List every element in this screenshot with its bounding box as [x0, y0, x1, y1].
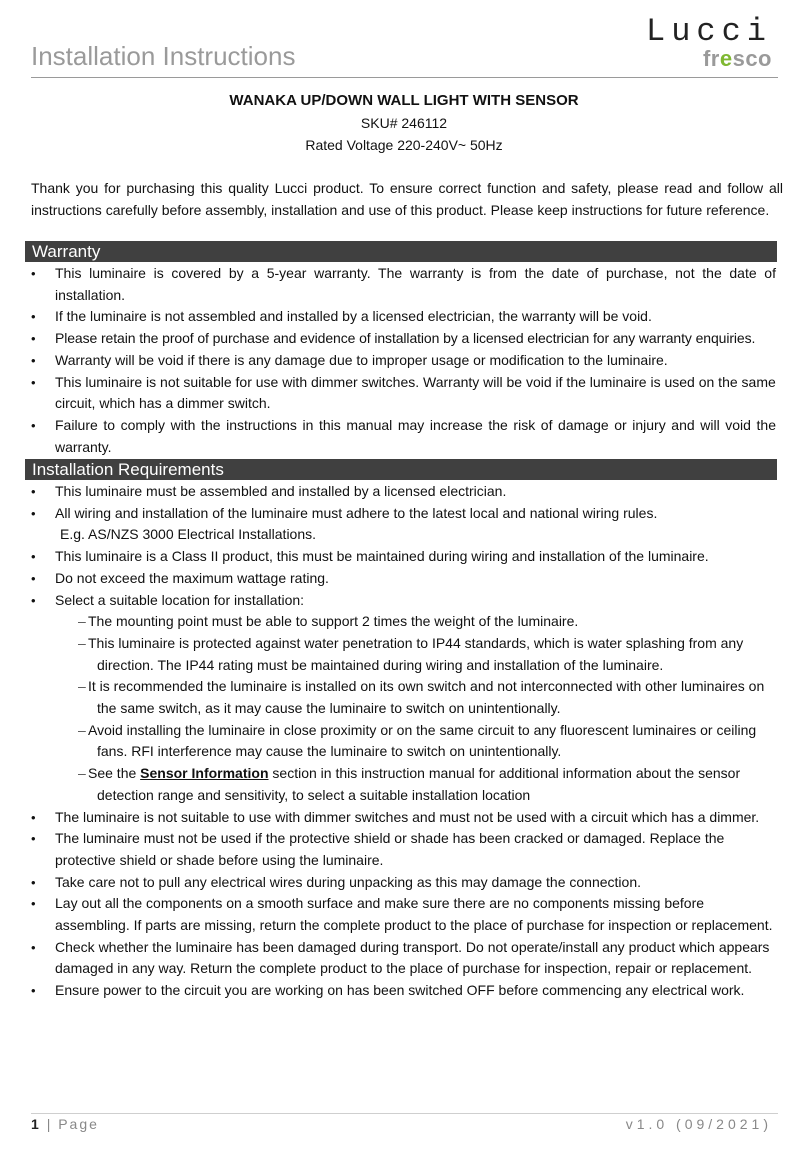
list-item: • The luminaire must not be used if the protective shield or shade has been cracked or damaged. Replace the protective shield or shade before using the luminaire.: [30, 828, 776, 871]
list-item: • All wiring and installation of the luminaire must adhere to the latest local and national wiring rules.: [30, 503, 776, 525]
sub-list-item: – The mounting point must be able to support 2 times the weight of the luminaire.: [30, 611, 776, 633]
list-item: • Lay out all the components on a smooth surface and make sure there are no components missing before assembling. If parts are missing, return the complete product to the place of purchase for inspection or replacement.: [30, 893, 776, 936]
list-item: [30, 590, 776, 807]
page-indicator: 1 | Page: [31, 1116, 99, 1132]
header-divider: [31, 77, 778, 78]
list-item: • Check whether the luminaire has been damaged during transport. Do not operate/install any product which appears damaged in any way. Return the complete product to the place of purchase for inspection, repair or replacement.: [30, 937, 776, 980]
footer-divider: [31, 1113, 778, 1114]
requirements-list: [30, 481, 776, 1002]
logo-sub-brand: fresco: [702, 46, 772, 71]
list-item: • Do not exceed the maximum wattage rating.: [30, 568, 776, 590]
list-item: • This luminaire is not suitable for use with dimmer switches. Warranty will be void if the luminaire is used on the same circuit, which has a dimmer switch.: [30, 372, 776, 415]
dash-icon: –: [78, 634, 86, 651]
dash-icon: –: [78, 678, 86, 695]
dash-icon: –: [78, 613, 86, 630]
brand-logo: [646, 14, 772, 70]
list-item: • Ensure power to the circuit you are working on has been switched OFF before commencing any electrical work.: [30, 980, 776, 1002]
sub-list-item: – It is recommended the luminaire is installed on its own switch and not interconnected with other luminaires on the same switch, as it may cause the luminaire to switch on unintentionally.: [78, 678, 765, 717]
dash-icon: –: [78, 721, 86, 738]
product-sku: SKU# 246112: [360, 115, 448, 131]
rated-voltage: Rated Voltage 220-240V~ 50Hz: [305, 137, 503, 153]
list-item: • This luminaire is a Class II product, this must be maintained during wiring and installation of the luminaire.: [30, 546, 776, 568]
location-intro: Select a suitable location for installation:: [55, 591, 305, 608]
list-item: • The luminaire is not suitable to use with dimmer switches and must not be used with a circuit which has a dimmer.: [30, 807, 776, 829]
warranty-heading: Warranty: [25, 241, 777, 262]
list-item: • Please retain the proof of purchase and evidence of installation by a licensed electrician for any warranty enquiries.: [30, 328, 776, 350]
list-item: • This luminaire is covered by a 5-year warranty. The warranty is from the date of purchase, not the date of installation.: [30, 263, 776, 306]
page-header-title: Installation Instructions: [31, 41, 296, 71]
dash-icon: –: [78, 765, 86, 782]
list-item-continuation: E.g. AS/NZS 3000 Electrical Installations.: [60, 526, 317, 543]
product-title: WANAKA UP/DOWN WALL LIGHT WITH SENSOR: [229, 92, 579, 109]
sensor-information-link[interactable]: Sensor Information: [140, 765, 269, 782]
sub-list-item: – Avoid installing the luminaire in close proximity or on the same circuit to any fluorescent luminaires or ceiling fans. RFI interference may cause the luminaire to switch on unintentionally.: [78, 721, 757, 760]
list-item: • Warranty will be void if there is any damage due to improper usage or modification to the luminaire.: [30, 350, 776, 372]
list-item: • This luminaire must be assembled and installed by a licensed electrician.: [30, 481, 776, 503]
installation-requirements-heading: Installation Requirements: [25, 459, 777, 480]
sub-list-item: – See the Sensor Information section in this instruction manual for additional information about the sensor detection range and sensitivity, to select a suitable installation location: [78, 765, 741, 803]
version-label: v1.0 (09/2021): [625, 1116, 772, 1132]
list-item: • Failure to comply with the instructions in this manual may increase the risk of damage or injury and will void the warranty.: [30, 415, 776, 458]
location-sublist: [30, 611, 776, 806]
intro-paragraph: Thank you for purchasing this quality Lucci product. To ensure correct function and safety, please read and follow all instructions carefully before assembly, installation and use of this product. Please keep instructions for future reference.: [31, 180, 783, 218]
list-item: • Take care not to pull any electrical wires during unpacking as this may damage the connection.: [30, 872, 776, 894]
sub-list-item: – This luminaire is protected against water penetration to IP44 standards, which is water splashing from any direction. The IP44 rating must be maintained during wiring and installation of the luminaire.: [78, 634, 744, 673]
list-item: • If the luminaire is not assembled and installed by a licensed electrician, the warranty will be void.: [30, 306, 776, 328]
warranty-list: [30, 263, 776, 458]
logo-brand-text: Lucci: [645, 13, 772, 50]
